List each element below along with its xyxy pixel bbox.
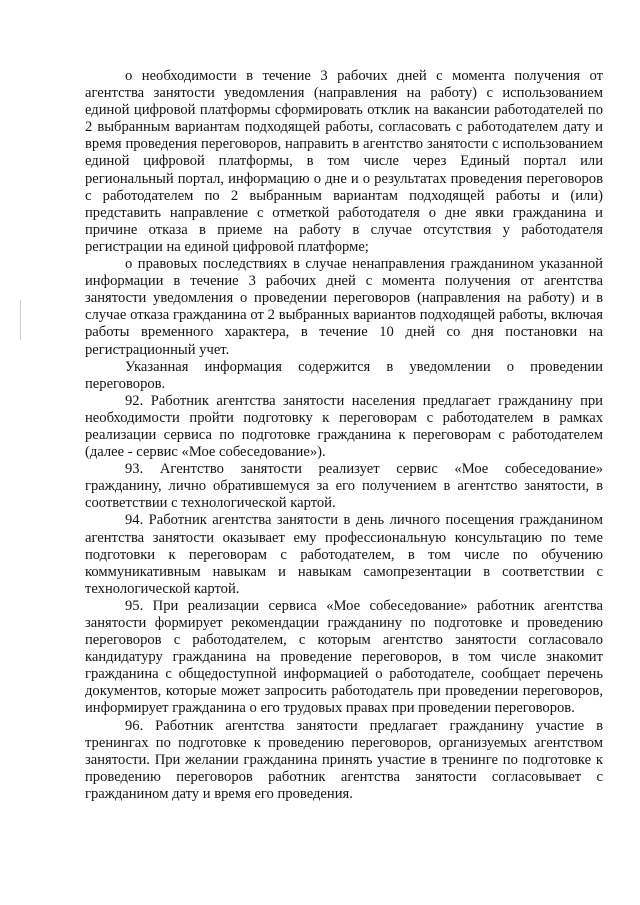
paragraph-legal-consequences: о правовых последствиях в случае ненаправления гражданином указанной информации в течение 3 рабочих дней с момента получения от агентства занятости уведомления о проведении переговоров (направления на работу) и в случае отказа гражданина от 2 выбранных вариантов подходящей работы, включая работы временного характера, в течение 10 дней со дня постановки на регистрационный учет. — [85, 256, 603, 358]
paragraph-notice-content: Указанная информация содержится в уведомлении о проведении переговоров. — [85, 358, 603, 392]
scan-margin-mark — [20, 300, 21, 340]
paragraph-94: 94. Работник агентства занятости в день личного посещения гражданином агентства занятости оказывает ему профессиональную консультацию по теме подготовки к переговорам с работодателем, в том числе по обучению коммуникативным навыкам и навыкам самопрезентации в соответствии с технологической картой. — [85, 512, 603, 597]
paragraph-92: 92. Работник агентства занятости населения предлагает гражданину при необходимости пройти подготовку к переговорам с работодателем в рамках реализации сервиса по подготовке гражданина к переговорам с работодателем (далее - сервис «Мое собеседование»). — [85, 392, 603, 461]
paragraph-consequences-info: о необходимости в течение 3 рабочих дней с момента получения от агентства занятости уведомления (направления на работу) с использованием единой цифровой платформы сформировать отклик на вакансии работодателей по 2 выбранным вариантам подходящей работы, согласовать с работодателем дату и время проведения переговоров, направить в агентство занятости с использованием единой цифровой платформы, в том числе через Единый портал или региональный портал, информацию о дне и о результатах проведения переговоров с работодателем по 2 выбранным вариантам подходящей работы и (или) представить направление с отметкой работодателя о дне явки гражданина и причине отказа в приеме на работу в случае отсутствия у работодателя регистрации на единой цифровой платформе; — [85, 68, 603, 255]
paragraph-96: 96. Работник агентства занятости предлагает гражданину участие в тренингах по подготовке к проведению переговоров, организуемых агентством занятости. При желании гражданина принять участие в тренинге по подготовке к проведению переговоров работник агентства занятости согласовывает с гражданином дату и время его проведения. — [85, 717, 603, 802]
document-page — [85, 68, 603, 803]
paragraph-93: 93. Агентство занятости реализует сервис «Мое собеседование» гражданину, лично обратившемуся за его получением в агентство занятости, в соответствии с технологической картой. — [85, 461, 603, 512]
paragraph-95: 95. При реализации сервиса «Мое собеседование» работник агентства занятости формирует рекомендации гражданину по подготовке и проведению переговоров с работодателем, с которым агентство занятости согласовало кандидатуру гражданина на проведение переговоров, в том числе знакомит гражданина с общедоступной информацией о работодателе, сообщает перечень документов, которые может запросить работодатель при проведении переговоров, информирует гражданина о его трудовых правах при проведении переговоров. — [85, 597, 603, 717]
